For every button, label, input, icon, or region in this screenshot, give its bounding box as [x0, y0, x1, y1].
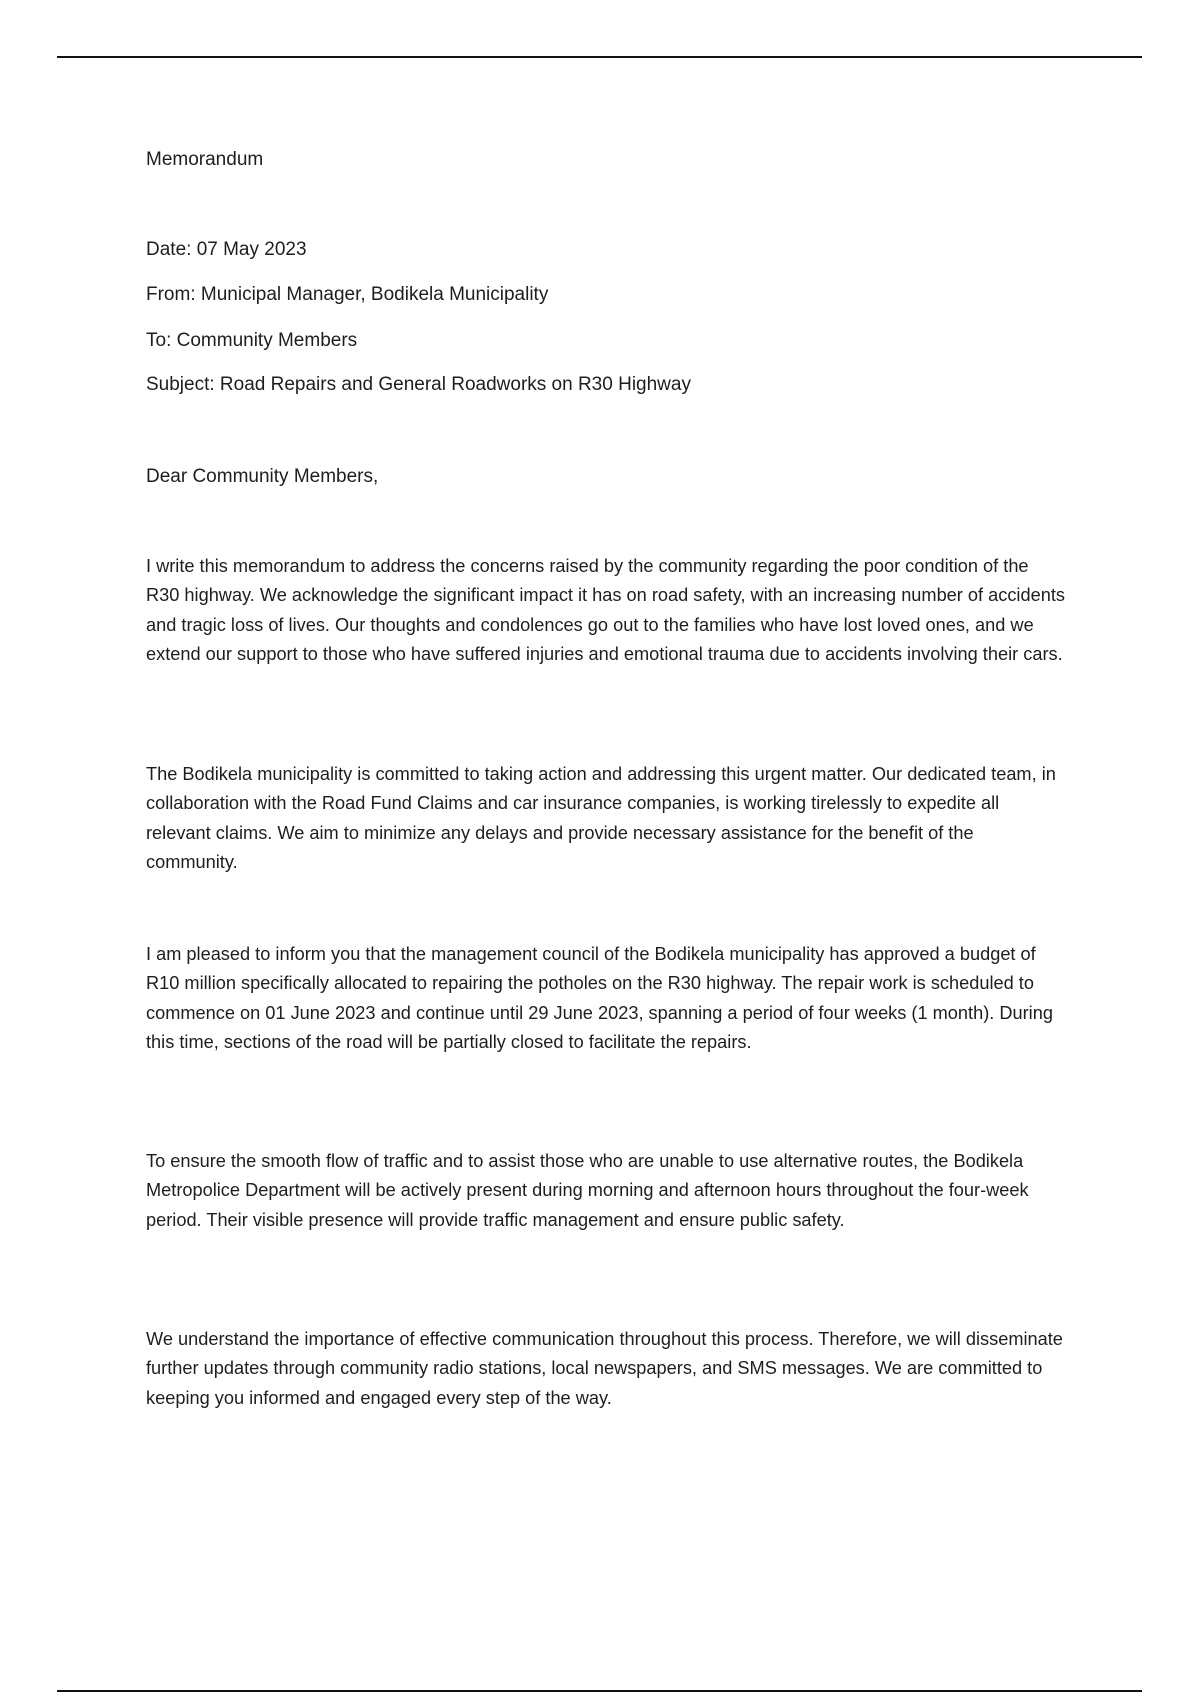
memo-paragraph-1: I write this memorandum to address the concerns raised by the community regarding the poor condition of the R30 highway. We acknowledge the significant impact it has on road safety, with an increasing number of accidents and tragic loss of lives. Our thoughts and condolences go out to the families who have lost loved ones, and we extend our support to those who have suffered injuries and emotional trauma due to accidents involving their cars. — [146, 556, 1065, 665]
top-rule — [57, 56, 1142, 58]
memo-from: From: Municipal Manager, Bodikela Municipality — [146, 284, 549, 305]
memo-salutation: Dear Community Members, — [146, 466, 379, 487]
memo-subject: Subject: Road Repairs and General Roadworks on R30 Highway — [146, 374, 691, 395]
bottom-rule — [57, 1690, 1142, 1692]
memo-to: To: Community Members — [146, 330, 358, 351]
memo-paragraph-2: The Bodikela municipality is committed to taking action and addressing this urgent matter. Our dedicated team, in collaboration with the Road Fund Claims and car insurance companies, is working tirelessly to expedite all relevant claims. We aim to minimize any delays and provide necessary assistance for the benefit of the community. — [146, 764, 1056, 873]
memo-date: Date: 07 May 2023 — [146, 239, 307, 260]
memo-paragraph-4: To ensure the smooth flow of traffic and to assist those who are unable to use alternative routes, the Bodikela Metropolice Department will be actively present during morning and afternoon hours throughout the four-week period. Their visible presence will provide traffic management and ensure public safety. — [146, 1151, 1029, 1230]
memo-paragraph-5: We understand the importance of effective communication throughout this process. Therefore, we will disseminate further updates through community radio stations, local newspapers, and SMS messages. We are committed to keeping you informed and engaged every step of the way. — [146, 1329, 1063, 1408]
memo-paragraph-3: I am pleased to inform you that the management council of the Bodikela municipality has approved a budget of R10 million specifically allocated to repairing the potholes on the R30 highway. The repair work is scheduled to commence on 01 June 2023 and continue until 29 June 2023, spanning a period of four weeks (1 month). During this time, sections of the road will be partially closed to facilitate the repairs. — [146, 944, 1053, 1053]
memo-title: Memorandum — [146, 149, 264, 170]
